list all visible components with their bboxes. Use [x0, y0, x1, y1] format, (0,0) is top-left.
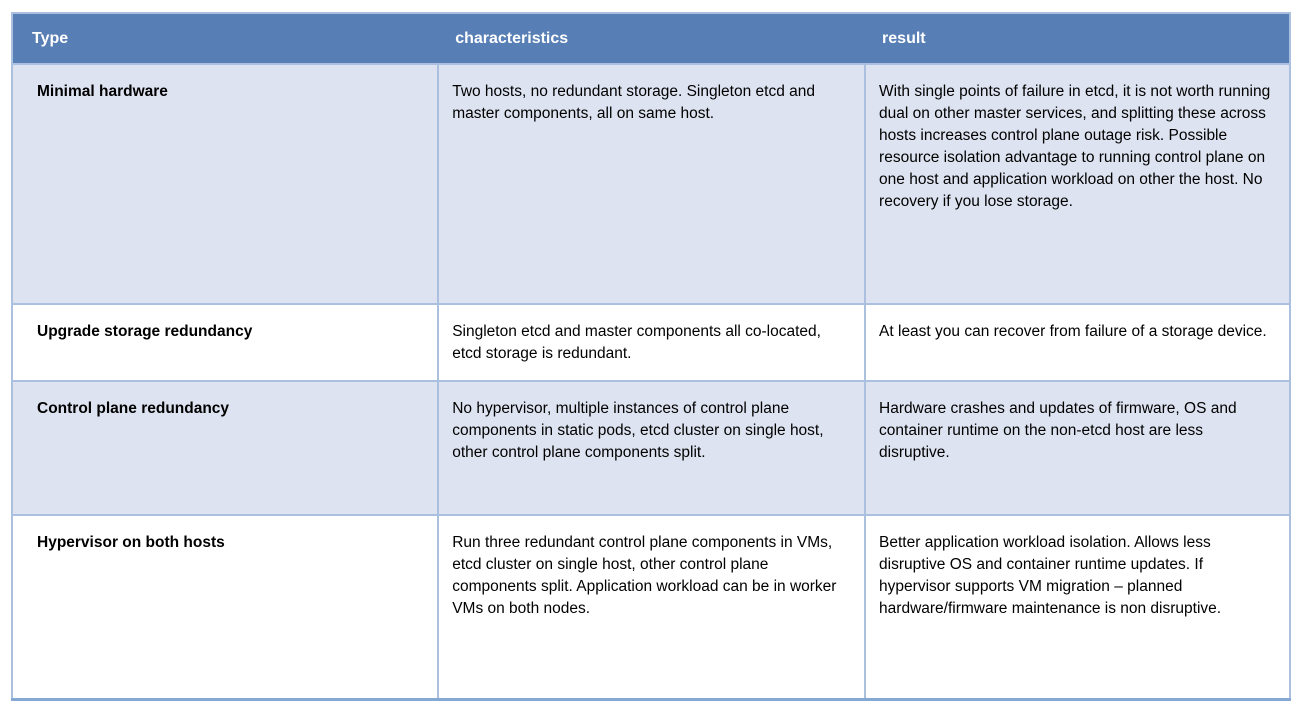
- table-row: [12, 64, 1290, 304]
- characteristics-cell: Two hosts, no redundant storage. Singleton etcd and master components, all on same host.: [438, 64, 865, 304]
- result-cell: Hardware crashes and updates of firmware, OS and container runtime on the non-etcd host are less disruptive.: [865, 381, 1290, 515]
- characteristics-cell: No hypervisor, multiple instances of control plane components in static pods, etcd cluster on single host, other control plane components split.: [438, 381, 865, 515]
- type-cell: Control plane redundancy: [12, 381, 438, 515]
- column-header-characteristics: characteristics: [438, 13, 865, 64]
- type-cell: Upgrade storage redundancy: [12, 304, 438, 381]
- characteristics-cell: Run three redundant control plane components in VMs, etcd cluster on single host, other control plane components split. Application workload can be in worker VMs on both nodes.: [438, 515, 865, 699]
- characteristics-cell: Singleton etcd and master components all co-located, etcd storage is redundant.: [438, 304, 865, 381]
- table-row: [12, 515, 1290, 699]
- table-body: [12, 64, 1290, 699]
- type-cell: Minimal hardware: [12, 64, 438, 304]
- result-cell: With single points of failure in etcd, it is not worth running dual on other master services, and splitting these across hosts increases control plane outage risk. Possible resource isolation advantage to running control plane on one host and application workload on other the host. No recovery if you lose storage.: [865, 64, 1290, 304]
- column-header-type: Type: [12, 13, 438, 64]
- header-row: [12, 13, 1290, 64]
- table-row: [12, 304, 1290, 381]
- result-cell: Better application workload isolation. Allows less disruptive OS and container runtime updates. If hypervisor supports VM migration – planned hardware/firmware maintenance is non disruptive.: [865, 515, 1290, 699]
- type-cell: Hypervisor on both hosts: [12, 515, 438, 699]
- cluster-options-comparison-table: [11, 12, 1291, 701]
- result-cell: At least you can recover from failure of a storage device.: [865, 304, 1290, 381]
- column-header-result: result: [865, 13, 1290, 64]
- table-row: [12, 381, 1290, 515]
- table-header: [12, 13, 1290, 64]
